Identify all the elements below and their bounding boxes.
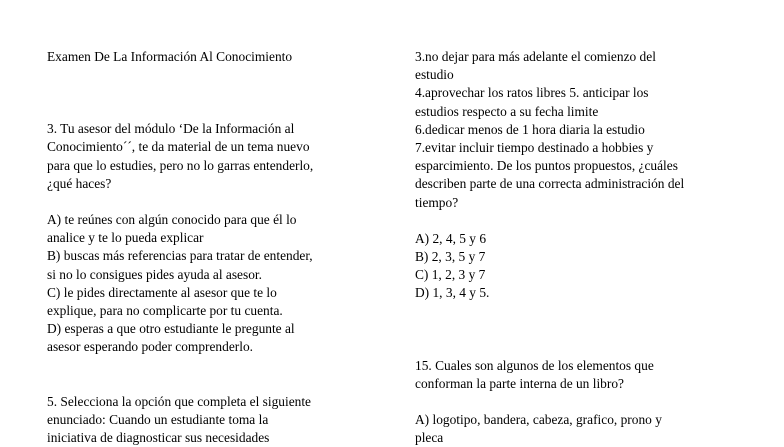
right-column <box>415 48 745 447</box>
question-5-text: 5. Selecciona la opción que completa el siguiente enunciado: Cuando un estudiante toma la iniciativa de diagnosticar sus necesidades <box>47 393 312 446</box>
left-column <box>47 48 377 447</box>
question-15-text: 15. Cuales son algunos de los elementos que conforman la parte interna de un libro? <box>415 357 654 391</box>
question-15-options: A) logotipo, bandera, cabeza, grafico, prono y plecа <box>415 412 662 446</box>
question-3-text: 3. Tu asesor del módulo ‘De la Información al Conocimiento´´, te da material de un tema nuevo para que lo estudies, pero no lo garras entenderlo, ¿qué haces? <box>47 121 314 191</box>
document-title: Examen De La Información Al Conocimiento <box>47 49 293 64</box>
time-management-list: 3.no dejar para más adelante el comienzo del estudio 4.aprovechar los ratos libres 5. anticipar los estudios respecto a su fecha limite 6.dedicar menos de 1 hora diaria la estudio 7.evitar incluir tiempo destinado a hobbies y esparcimiento. De los puntos propuestos, ¿cuáles describen parte de una correcta administración del tiempo? <box>415 49 685 210</box>
time-management-options: A) 2, 4, 5 y 6 B) 2, 3, 5 y 7 C) 1, 2, 3 y 7 D) 1, 3, 4 y 5. <box>415 230 490 301</box>
question-3-options: A) te reúnes con algún conocido para que él lo analice y te lo pueda explicar B) buscas más referencias para tratar de entender, si no lo consigues pides ayuda al asesor. C) le pides directamente al asesor que te lo explique, para no complicarte por tu cuenta. D) esperas a que otro estudiante le pregunte al asesor esperando poder comprenderlo. <box>47 212 313 355</box>
